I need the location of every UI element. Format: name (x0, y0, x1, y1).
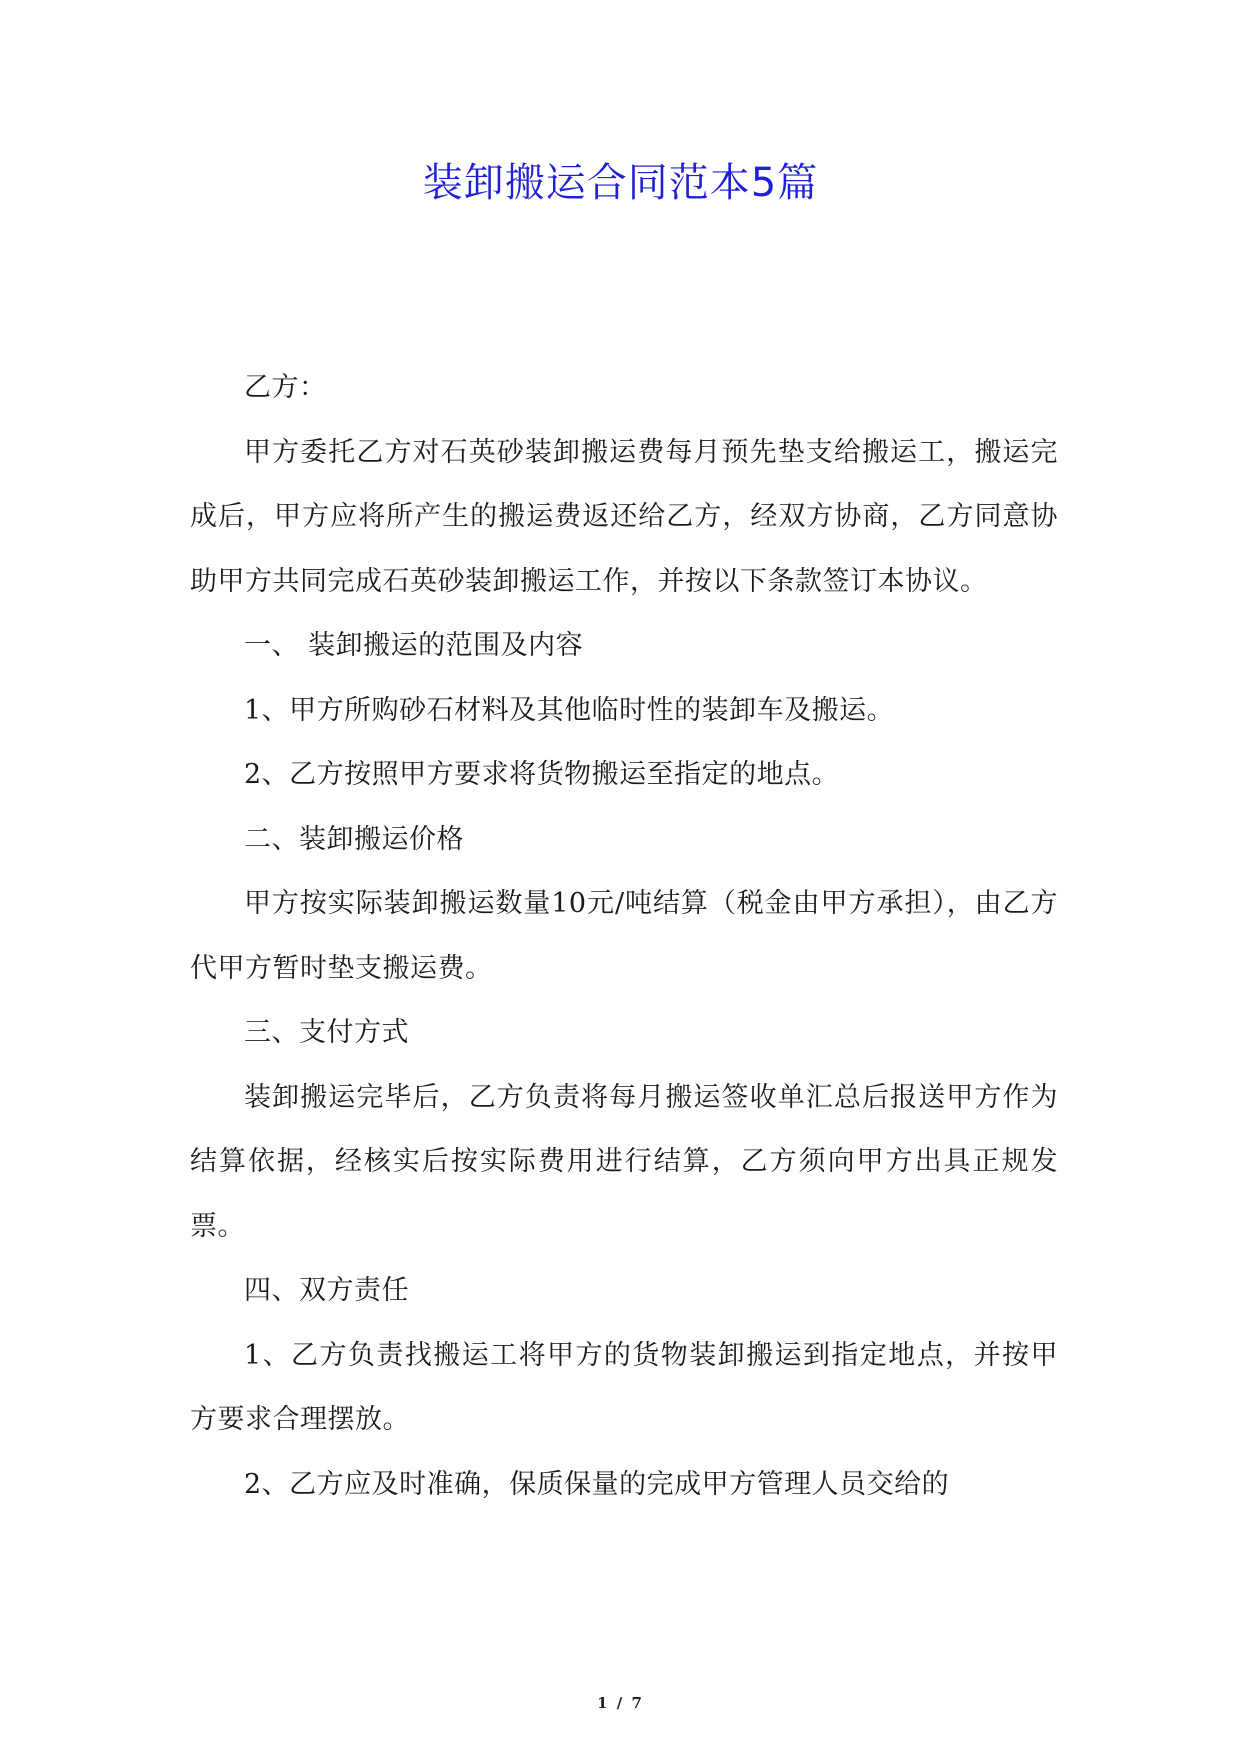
paragraph-responsibility-item-2: 2、乙方应及时准确，保质保量的完成甲方管理人员交给的 (244, 1468, 950, 1500)
paragraph-responsibility-item-1: 1、乙方负责找搬运工将甲方的货物装卸搬运到指定地点，并按甲方要求合理摆放。 (190, 1339, 1058, 1435)
section-heading-responsibility: 四、双方责任 (244, 1275, 409, 1306)
document-title: 装卸搬运合同范本5篇 (422, 160, 819, 206)
paragraph-scope-item-1: 1、甲方所购砂石材料及其他临时性的装卸车及搬运。 (244, 694, 895, 726)
page-number: 1 / 7 (597, 1694, 644, 1712)
section-heading-payment: 三、支付方式 (244, 1017, 409, 1048)
paragraph-payment: 装卸搬运完毕后，乙方负责将每月搬运签收单汇总后报送甲方作为结算依据，经核实后按实际费用进行结算，乙方须向甲方出具正规发票。 (190, 1081, 1058, 1242)
section-heading-scope: 一、 装卸搬运的范围及内容 (244, 630, 584, 661)
paragraph-intro: 甲方委托乙方对石英砂装卸搬运费每月预先垫支给搬运工，搬运完成后，甲方应将所产生的搬运费返还给乙方，经双方协商，乙方同意协助甲方共同完成石英砂装卸搬运工作，并按以下条款签订本协议。 (190, 436, 1058, 597)
paragraph-scope-item-2: 2、乙方按照甲方要求将货物搬运至指定的地点。 (244, 759, 840, 790)
section-heading-price: 二、装卸搬运价格 (244, 823, 464, 855)
paragraph-price: 甲方按实际装卸搬运数量10元/吨结算（税金由甲方承担），由乙方代甲方暂时垫支搬运费。 (190, 888, 1058, 984)
document-body (190, 356, 1058, 1517)
paragraph-party-b: 乙方： (244, 372, 327, 403)
